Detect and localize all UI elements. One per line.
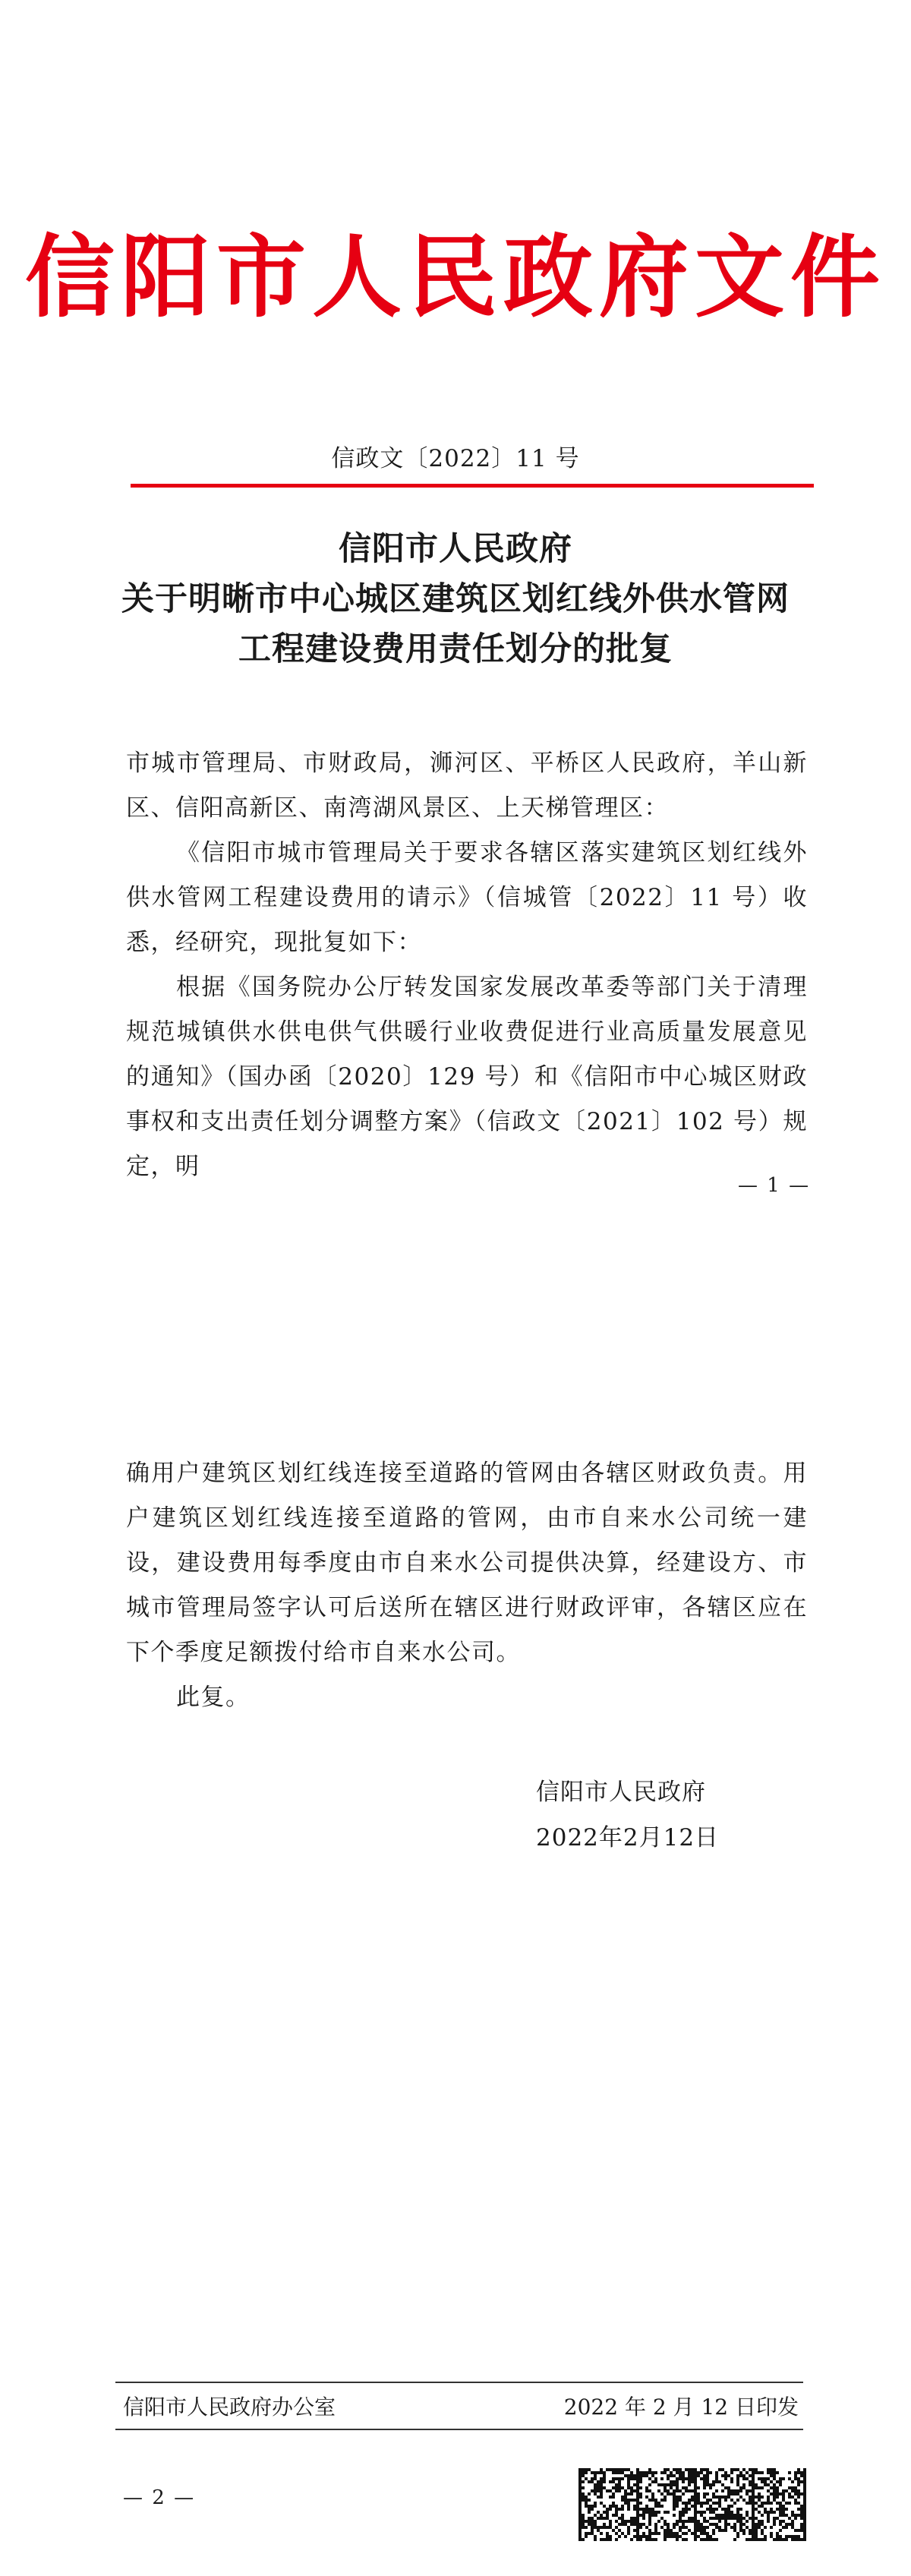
paragraph-1: 《信阳市城市管理局关于要求各辖区落实建筑区划红线外供水管网工程建设费用的请示》（信城管〔2022〕11 号）收悉，经研究，现批复如下： xyxy=(126,839,808,956)
page-2 xyxy=(0,1288,911,2576)
footer-print-date: 2022 年 2 月 12 日印发 xyxy=(563,2394,799,2420)
document-title xyxy=(0,524,911,674)
page-number-2: — 2 — xyxy=(123,2486,196,2509)
footer-issuer: 信阳市人民政府办公室 xyxy=(123,2394,336,2420)
body-page-2 xyxy=(126,1451,808,1720)
title-line-3: 工程建设费用责任划分的批复 xyxy=(238,630,673,668)
red-divider-line xyxy=(131,484,814,488)
document-number: 信政文〔2022〕11 号 xyxy=(331,445,580,472)
title-line-2: 关于明晰市中心城区建筑区划红线外供水管网 xyxy=(121,580,790,618)
page-number-1: — 1 — xyxy=(738,1174,811,1197)
document-barcode-icon xyxy=(578,2468,806,2541)
masthead-title: 信阳市人民政府文件 xyxy=(24,224,886,330)
body-page-1 xyxy=(126,741,808,1189)
footer-bottom-line xyxy=(115,2429,803,2430)
paragraph-2-part-1: 根据《国务院办公厅转发国家发展改革委等部门关于清理规范城镇供水供电供气供暖行业收费促进行业高质量发展意见的通知》（国办函〔2020〕129 号）和《信阳市中心城区财政事权和支出责任划分调整方案》（信政文〔2021〕102 号）规定，明 xyxy=(126,974,808,1180)
signature-org: 信阳市人民政府 xyxy=(536,1779,706,1806)
footer-top-line xyxy=(115,2382,803,2383)
title-line-1: 信阳市人民政府 xyxy=(339,530,572,568)
paragraph-2-part-2: 确用户建筑区划红线连接至道路的管网由各辖区财政负责。用户建筑区划红线连接至道路的管网，由市自来水公司统一建设，建设费用每季度由市自来水公司提供决算，经建设方、市城市管理局签字认可后送所在辖区进行财政评审，各辖区应在下个季度足额拨付给市自来水公司。 xyxy=(126,1460,808,1666)
signature-date: 2022年2月12日 xyxy=(536,1824,720,1852)
recipients: 市城市管理局、市财政局，浉河区、平桥区人民政府，羊山新区、信阳高新区、南湾湖风景区、上天梯管理区： xyxy=(126,750,808,822)
closing-text: 此复。 xyxy=(176,1684,251,1711)
